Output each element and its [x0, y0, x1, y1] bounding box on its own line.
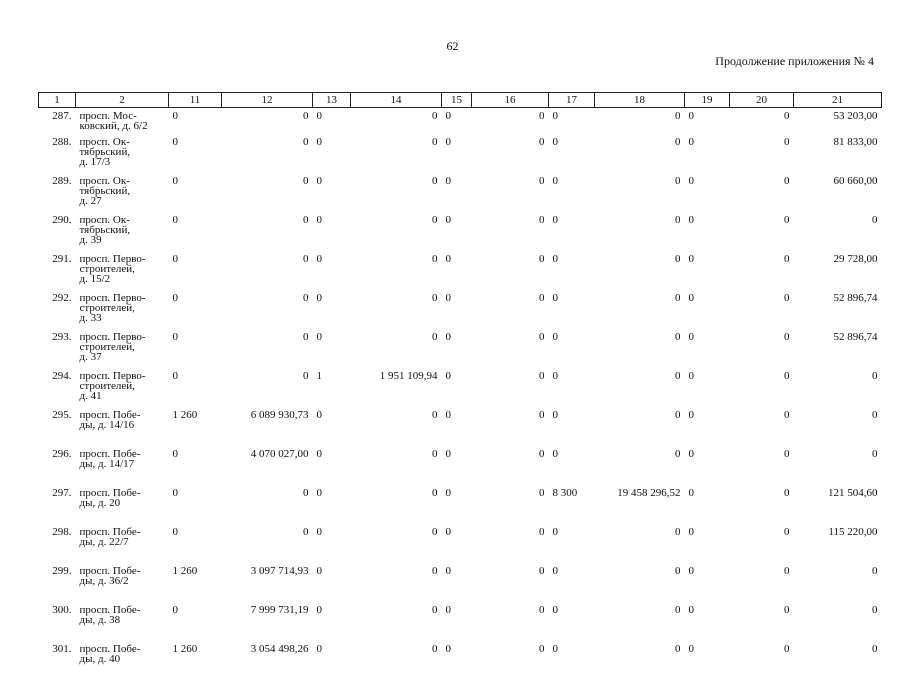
value-cell: 0: [169, 605, 222, 644]
value-cell: 0: [169, 254, 222, 293]
value-cell: 0: [472, 254, 549, 293]
value-cell: 0: [222, 293, 313, 332]
value-cell: 60 660,00: [794, 176, 882, 215]
value-cell: 0: [472, 449, 549, 488]
value-cell: 0: [351, 137, 442, 176]
column-header: 12: [222, 93, 313, 108]
value-cell: 0: [169, 371, 222, 410]
value-cell: 0: [685, 176, 730, 215]
value-cell: 0: [222, 215, 313, 254]
value-cell: 0: [351, 644, 442, 683]
row-number-cell: 290.: [39, 215, 76, 254]
value-cell: 0: [595, 254, 685, 293]
row-number-cell: 294.: [39, 371, 76, 410]
value-cell: 0: [549, 527, 595, 566]
value-cell: 0: [730, 176, 794, 215]
value-cell: 0: [794, 371, 882, 410]
value-cell: 0: [595, 332, 685, 371]
value-cell: 0: [169, 108, 222, 138]
row-number-cell: 293.: [39, 332, 76, 371]
value-cell: 121 504,60: [794, 488, 882, 527]
value-cell: 0: [351, 215, 442, 254]
table-row: [39, 644, 882, 683]
value-cell: 0: [472, 293, 549, 332]
value-cell: 0: [685, 644, 730, 683]
value-cell: 3 097 714,93: [222, 566, 313, 605]
value-cell: 0: [685, 215, 730, 254]
value-cell: 29 728,00: [794, 254, 882, 293]
table-row: [39, 449, 882, 488]
value-cell: 0: [685, 449, 730, 488]
value-cell: 0: [730, 527, 794, 566]
value-cell: 0: [313, 488, 351, 527]
value-cell: 0: [549, 371, 595, 410]
address-cell: просп. Ок- тябрьский, д. 39: [76, 215, 169, 254]
value-cell: 0: [794, 566, 882, 605]
value-cell: 0: [442, 293, 472, 332]
value-cell: 0: [222, 332, 313, 371]
value-cell: 0: [794, 449, 882, 488]
value-cell: 0: [351, 108, 442, 138]
value-cell: 0: [351, 605, 442, 644]
value-cell: 0: [472, 137, 549, 176]
value-cell: 0: [549, 293, 595, 332]
row-number-cell: 289.: [39, 176, 76, 215]
value-cell: 0: [685, 254, 730, 293]
value-cell: 0: [472, 488, 549, 527]
column-header: 2: [76, 93, 169, 108]
table-header-row: [39, 93, 882, 108]
value-cell: 0: [169, 137, 222, 176]
value-cell: 0: [685, 371, 730, 410]
value-cell: 0: [549, 176, 595, 215]
value-cell: 0: [169, 176, 222, 215]
value-cell: 0: [442, 644, 472, 683]
value-cell: 0: [685, 293, 730, 332]
value-cell: 0: [472, 371, 549, 410]
value-cell: 0: [472, 527, 549, 566]
value-cell: 0: [313, 644, 351, 683]
table-row: [39, 254, 882, 293]
value-cell: 0: [472, 644, 549, 683]
value-cell: 0: [472, 176, 549, 215]
value-cell: 0: [169, 449, 222, 488]
value-cell: 0: [222, 254, 313, 293]
column-header: 20: [730, 93, 794, 108]
value-cell: 0: [794, 215, 882, 254]
value-cell: 0: [549, 644, 595, 683]
value-cell: 0: [549, 332, 595, 371]
value-cell: 0: [313, 176, 351, 215]
address-cell: просп. Ок- тябрьский, д. 27: [76, 176, 169, 215]
value-cell: 53 203,00: [794, 108, 882, 138]
value-cell: 4 070 027,00: [222, 449, 313, 488]
value-cell: 0: [313, 215, 351, 254]
value-cell: 19 458 296,52: [595, 488, 685, 527]
value-cell: 0: [351, 254, 442, 293]
appendix-continuation-note: Продолжение приложения № 4: [715, 54, 874, 69]
address-cell: просп. Побе- ды, д. 38: [76, 605, 169, 644]
value-cell: 0: [169, 215, 222, 254]
value-cell: 1 951 109,94: [351, 371, 442, 410]
address-cell: просп. Побе- ды, д. 14/17: [76, 449, 169, 488]
value-cell: 0: [313, 605, 351, 644]
value-cell: 0: [313, 449, 351, 488]
value-cell: 0: [595, 108, 685, 138]
value-cell: 0: [472, 410, 549, 449]
value-cell: 0: [351, 332, 442, 371]
row-number-cell: 296.: [39, 449, 76, 488]
row-number-cell: 300.: [39, 605, 76, 644]
table-row: [39, 488, 882, 527]
address-cell: просп. Перво- строителей, д. 15/2: [76, 254, 169, 293]
value-cell: 0: [442, 410, 472, 449]
value-cell: 0: [313, 293, 351, 332]
column-header: 16: [472, 93, 549, 108]
value-cell: 0: [685, 488, 730, 527]
value-cell: 0: [442, 371, 472, 410]
value-cell: 0: [313, 566, 351, 605]
value-cell: 0: [595, 527, 685, 566]
value-cell: 0: [222, 108, 313, 138]
column-header: 15: [442, 93, 472, 108]
value-cell: 0: [595, 137, 685, 176]
value-cell: 0: [169, 332, 222, 371]
value-cell: 0: [595, 644, 685, 683]
value-cell: 0: [351, 410, 442, 449]
value-cell: 0: [442, 527, 472, 566]
column-header: 17: [549, 93, 595, 108]
value-cell: 0: [313, 254, 351, 293]
table-row: [39, 215, 882, 254]
value-cell: 0: [313, 410, 351, 449]
row-number-cell: 299.: [39, 566, 76, 605]
value-cell: 0: [442, 449, 472, 488]
value-cell: 0: [730, 449, 794, 488]
address-cell: просп. Перво- строителей, д. 41: [76, 371, 169, 410]
value-cell: 0: [222, 137, 313, 176]
value-cell: 0: [351, 176, 442, 215]
address-cell: просп. Перво- строителей, д. 37: [76, 332, 169, 371]
value-cell: 0: [685, 527, 730, 566]
value-cell: 0: [730, 488, 794, 527]
value-cell: 0: [549, 605, 595, 644]
value-cell: 0: [442, 176, 472, 215]
address-cell: просп. Побе- ды, д. 14/16: [76, 410, 169, 449]
value-cell: 1: [313, 371, 351, 410]
value-cell: 81 833,00: [794, 137, 882, 176]
table-row: [39, 137, 882, 176]
value-cell: 0: [472, 332, 549, 371]
row-number-cell: 297.: [39, 488, 76, 527]
value-cell: 0: [730, 605, 794, 644]
value-cell: 0: [222, 488, 313, 527]
value-cell: 0: [685, 410, 730, 449]
value-cell: 0: [730, 215, 794, 254]
value-cell: 0: [472, 108, 549, 138]
value-cell: 0: [685, 605, 730, 644]
value-cell: 0: [595, 176, 685, 215]
value-cell: 0: [442, 488, 472, 527]
table-row: [39, 605, 882, 644]
address-cell: просп. Побе- ды, д. 40: [76, 644, 169, 683]
table-row: [39, 566, 882, 605]
value-cell: 0: [549, 137, 595, 176]
value-cell: 0: [442, 332, 472, 371]
value-cell: 0: [730, 371, 794, 410]
value-cell: 0: [549, 254, 595, 293]
value-cell: 0: [794, 605, 882, 644]
value-cell: 0: [730, 566, 794, 605]
value-cell: 0: [595, 605, 685, 644]
table-row: [39, 371, 882, 410]
column-header: 13: [313, 93, 351, 108]
value-cell: 0: [549, 449, 595, 488]
value-cell: 0: [685, 108, 730, 138]
value-cell: 0: [730, 293, 794, 332]
value-cell: 0: [351, 449, 442, 488]
value-cell: 0: [351, 566, 442, 605]
value-cell: 0: [313, 332, 351, 371]
table-row: [39, 108, 882, 138]
value-cell: 0: [794, 644, 882, 683]
row-number-cell: 298.: [39, 527, 76, 566]
value-cell: 0: [794, 410, 882, 449]
value-cell: 0: [730, 137, 794, 176]
value-cell: 115 220,00: [794, 527, 882, 566]
value-cell: 0: [595, 293, 685, 332]
table-row: [39, 410, 882, 449]
value-cell: 52 896,74: [794, 332, 882, 371]
value-cell: 0: [472, 215, 549, 254]
page-number: 62: [0, 39, 905, 54]
value-cell: 0: [222, 371, 313, 410]
value-cell: 0: [472, 566, 549, 605]
value-cell: 0: [351, 527, 442, 566]
row-number-cell: 288.: [39, 137, 76, 176]
table-row: [39, 332, 882, 371]
value-cell: 0: [313, 137, 351, 176]
value-cell: 0: [442, 254, 472, 293]
value-cell: 0: [442, 566, 472, 605]
value-cell: 7 999 731,19: [222, 605, 313, 644]
table-row: [39, 293, 882, 332]
value-cell: 0: [549, 108, 595, 138]
value-cell: 0: [730, 332, 794, 371]
address-cell: просп. Ок- тябрьский, д. 17/3: [76, 137, 169, 176]
value-cell: 0: [595, 371, 685, 410]
column-header: 14: [351, 93, 442, 108]
value-cell: 0: [685, 332, 730, 371]
value-cell: 0: [730, 108, 794, 138]
value-cell: 0: [595, 449, 685, 488]
value-cell: 0: [442, 605, 472, 644]
value-cell: 0: [685, 566, 730, 605]
table-row: [39, 176, 882, 215]
table-body: [39, 108, 882, 683]
value-cell: 0: [442, 108, 472, 138]
column-header: 21: [794, 93, 882, 108]
value-cell: 1 260: [169, 410, 222, 449]
address-cell: просп. Побе- ды, д. 20: [76, 488, 169, 527]
value-cell: 0: [595, 566, 685, 605]
value-cell: 0: [595, 215, 685, 254]
row-number-cell: 301.: [39, 644, 76, 683]
value-cell: 0: [685, 137, 730, 176]
row-number-cell: 295.: [39, 410, 76, 449]
value-cell: 0: [169, 527, 222, 566]
value-cell: 1 260: [169, 566, 222, 605]
value-cell: 1 260: [169, 644, 222, 683]
column-header: 18: [595, 93, 685, 108]
value-cell: 0: [595, 410, 685, 449]
column-header: 19: [685, 93, 730, 108]
address-cell: просп. Перво- строителей, д. 33: [76, 293, 169, 332]
row-number-cell: 291.: [39, 254, 76, 293]
value-cell: 0: [313, 108, 351, 138]
value-cell: 6 089 930,73: [222, 410, 313, 449]
value-cell: 0: [222, 527, 313, 566]
value-cell: 0: [169, 488, 222, 527]
value-cell: 3 054 498,26: [222, 644, 313, 683]
address-cell: просп. Побе- ды, д. 22/7: [76, 527, 169, 566]
value-cell: 0: [730, 644, 794, 683]
row-number-cell: 292.: [39, 293, 76, 332]
value-cell: 0: [730, 254, 794, 293]
value-cell: 0: [351, 293, 442, 332]
value-cell: 0: [169, 293, 222, 332]
row-number-cell: 287.: [39, 108, 76, 138]
column-header: 1: [39, 93, 76, 108]
value-cell: 0: [442, 137, 472, 176]
table-row: [39, 527, 882, 566]
value-cell: 0: [351, 488, 442, 527]
value-cell: 0: [313, 527, 351, 566]
value-cell: 52 896,74: [794, 293, 882, 332]
address-cell: просп. Мос- ковский, д. 6/2: [76, 108, 169, 138]
data-table: [38, 92, 882, 683]
value-cell: 8 300: [549, 488, 595, 527]
column-header: 11: [169, 93, 222, 108]
address-cell: просп. Побе- ды, д. 36/2: [76, 566, 169, 605]
value-cell: 0: [549, 410, 595, 449]
value-cell: 0: [549, 566, 595, 605]
value-cell: 0: [472, 605, 549, 644]
value-cell: 0: [442, 215, 472, 254]
value-cell: 0: [549, 215, 595, 254]
value-cell: 0: [222, 176, 313, 215]
value-cell: 0: [730, 410, 794, 449]
